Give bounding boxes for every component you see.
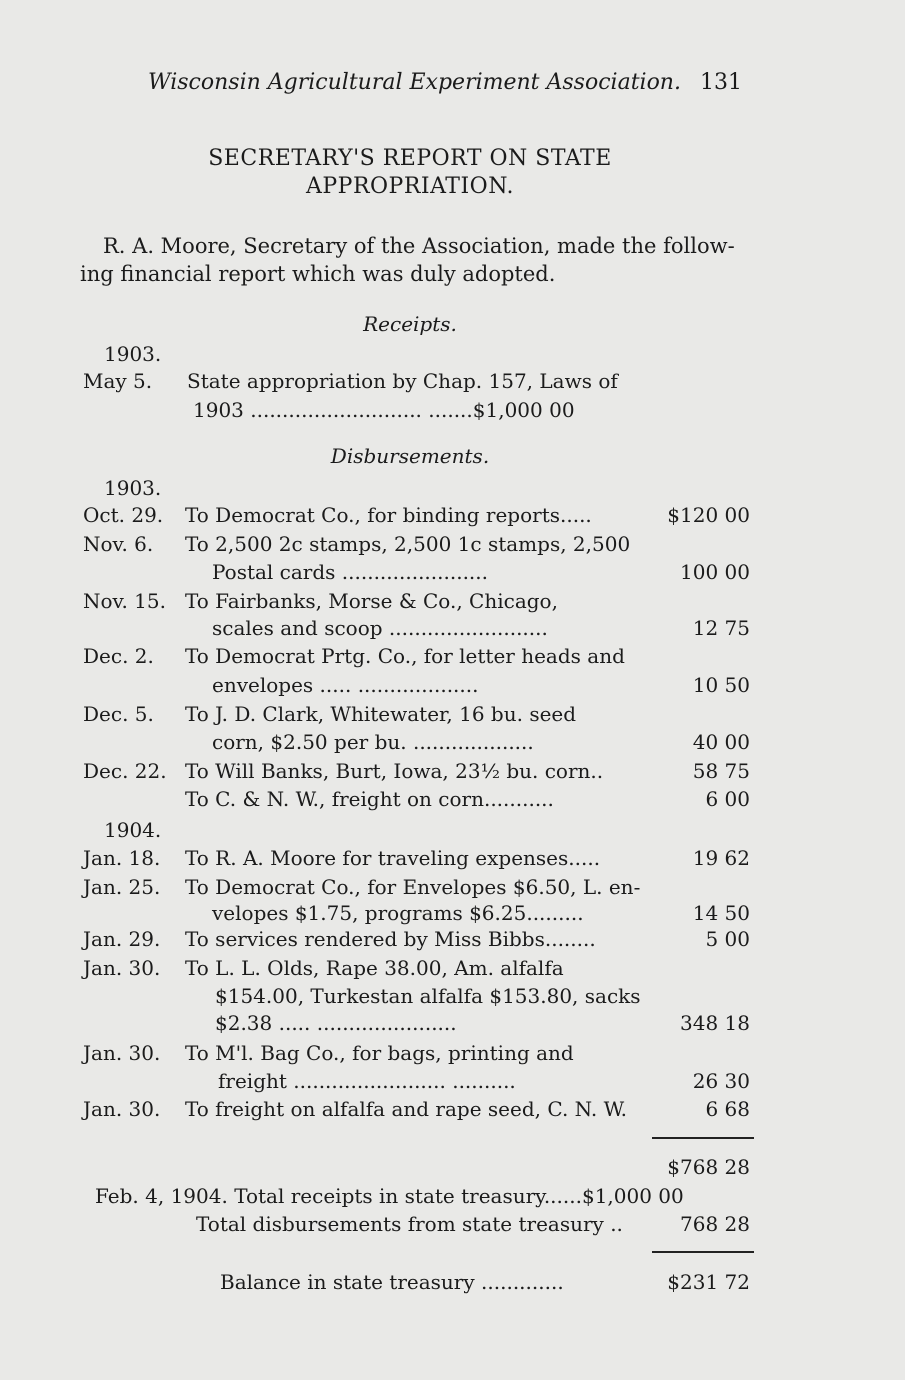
receipts-date: May 5. <box>83 369 153 393</box>
disbursement-amount: 100 00 <box>680 560 750 584</box>
disbursement-desc: To C. & N. W., freight on corn........... <box>185 787 554 811</box>
disbursements-year-1904: 1904. <box>104 818 162 842</box>
balance-rule <box>652 1251 754 1253</box>
disbursement-amount: 6 00 <box>705 787 750 811</box>
total-receipts-line: Feb. 4, 1904. Total receipts in state treasury......$1,000 00 <box>95 1184 684 1208</box>
disbursement-amount: 14 50 <box>692 901 750 925</box>
disbursement-desc: To M'l. Bag Co., for bags, printing and <box>185 1041 574 1065</box>
disbursement-desc-cont: $2.38 ..... ...................... <box>215 1011 457 1035</box>
disbursement-date: Jan. 29. <box>83 927 161 951</box>
balance-amount: $231 72 <box>667 1270 750 1294</box>
disbursement-desc: To Democrat Co., for Envelopes $6.50, L. en- <box>185 875 641 899</box>
disbursement-amount: 348 18 <box>680 1011 750 1035</box>
disbursement-desc: To Fairbanks, Morse & Co., Chicago, <box>185 589 558 613</box>
subtotal-rule <box>652 1137 754 1139</box>
disbursement-date: Jan. 30. <box>83 956 161 980</box>
receipts-year: 1903. <box>104 342 162 366</box>
disbursement-desc-cont: $154.00, Turkestan alfalfa $153.80, sacks <box>215 984 641 1008</box>
disbursement-amount: 26 30 <box>692 1069 750 1093</box>
disbursement-date: Oct. 29. <box>83 503 164 527</box>
receipts-desc-line2: 1903 ........................... .......$1,000 00 <box>193 398 575 422</box>
disbursement-desc-cont: velopes $1.75, programs $6.25......... <box>212 901 584 925</box>
disbursement-desc-cont: freight ........................ .......... <box>218 1069 516 1093</box>
disbursements-year-1903: 1903. <box>104 476 162 500</box>
disbursement-desc: To services rendered by Miss Bibbs........ <box>185 927 596 951</box>
disbursement-amount: 19 62 <box>692 846 750 870</box>
disbursement-desc: To Democrat Co., for binding reports..... <box>185 503 592 527</box>
disbursement-desc: To L. L. Olds, Rape 38.00, Am. alfalfa <box>185 956 564 980</box>
intro-line1: R. A. Moore, Secretary of the Association, made the follow- <box>103 234 735 258</box>
receipts-desc-line1: State appropriation by Chap. 157, Laws of <box>187 369 618 393</box>
total-disbursements-label: Total disbursements from state treasury .. <box>196 1212 623 1236</box>
total-disbursements-amount: 768 28 <box>680 1212 750 1236</box>
page-number: 131 <box>700 70 742 95</box>
disbursement-date: Jan. 30. <box>83 1041 161 1065</box>
disbursement-amount: 10 50 <box>692 673 750 697</box>
report-title-line1: SECRETARY'S REPORT ON STATE <box>208 146 612 171</box>
disbursement-desc: To 2,500 2c stamps, 2,500 1c stamps, 2,500 <box>185 532 631 556</box>
report-title-line2: APPROPRIATION. <box>305 174 515 199</box>
disbursement-date: Jan. 30. <box>83 1097 161 1121</box>
disbursement-desc-cont: Postal cards ....................... <box>212 560 488 584</box>
balance-label: Balance in state treasury ............. <box>220 1270 564 1294</box>
disbursement-amount: 5 00 <box>705 927 750 951</box>
disbursement-desc: To freight on alfalfa and rape seed, C. N. W. <box>185 1097 628 1121</box>
disbursement-date: Dec. 2. <box>83 644 154 668</box>
intro-line2: ing financial report which was duly adopted. <box>80 262 556 286</box>
disbursements-heading: Disbursements. <box>330 444 490 468</box>
disbursement-desc: To Will Banks, Burt, Iowa, 23½ bu. corn.. <box>185 759 604 783</box>
disbursement-desc-cont: envelopes ..... ................... <box>212 673 479 697</box>
disbursement-desc-cont: corn, $2.50 per bu. ................... <box>212 730 534 754</box>
disbursement-amount: 12 75 <box>692 616 750 640</box>
disbursement-desc-cont: scales and scoop ......................... <box>212 616 548 640</box>
receipts-heading: Receipts. <box>363 312 457 336</box>
disbursement-desc: To J. D. Clark, Whitewater, 16 bu. seed <box>185 702 577 726</box>
disbursement-date: Jan. 18. <box>83 846 161 870</box>
disbursement-desc: To Democrat Prtg. Co., for letter heads and <box>185 644 625 668</box>
disbursement-date: Nov. 6. <box>83 532 154 556</box>
disbursement-desc: To R. A. Moore for traveling expenses..... <box>185 846 601 870</box>
disbursement-date: Dec. 5. <box>83 702 154 726</box>
disbursement-date: Dec. 22. <box>83 759 167 783</box>
disbursement-date: Jan. 25. <box>83 875 161 899</box>
disbursement-amount: 6 68 <box>705 1097 750 1121</box>
disbursement-date: Nov. 15. <box>83 589 166 613</box>
disbursement-subtotal: $768 28 <box>667 1155 750 1179</box>
disbursement-amount: 58 75 <box>692 759 750 783</box>
disbursement-amount: $120 00 <box>667 503 750 527</box>
running-title: Wisconsin Agricultural Experiment Association. <box>148 70 681 95</box>
disbursement-amount: 40 00 <box>692 730 750 754</box>
